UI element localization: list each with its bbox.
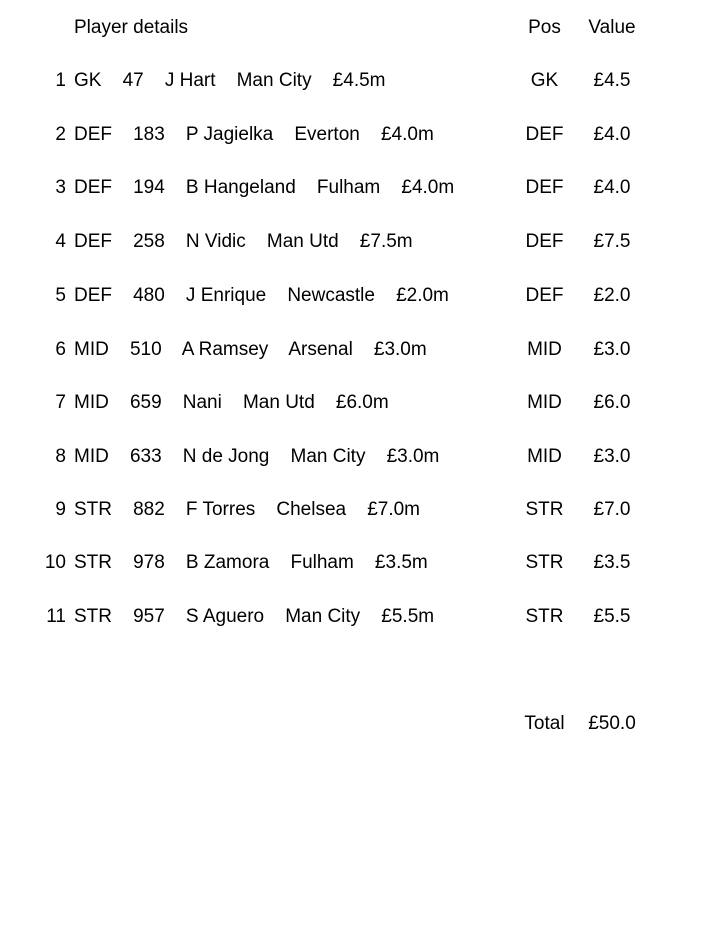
player-row — [0, 227, 728, 257]
player-value: £3.0 — [593, 446, 631, 467]
player-value: £3.5 — [593, 552, 631, 573]
row-number: 2 — [55, 124, 66, 145]
player-value: £4.0 — [593, 177, 631, 198]
player-position: DEF — [525, 285, 564, 306]
player-details: GK 47 J Hart Man City £4.5m — [74, 70, 386, 91]
row-number: 1 — [55, 70, 66, 91]
player-value: £5.5 — [593, 606, 631, 627]
player-position: STR — [525, 606, 564, 627]
player-details: MID 510 A Ramsey Arsenal £3.0m — [74, 339, 427, 360]
value-heading: Value — [588, 17, 636, 38]
player-row — [0, 602, 728, 632]
row-number: 7 — [55, 392, 66, 413]
pos-heading: Pos — [528, 17, 561, 38]
row-number: 6 — [55, 339, 66, 360]
player-row — [0, 388, 728, 418]
player-row — [0, 66, 728, 96]
player-row — [0, 281, 728, 311]
player-row — [0, 548, 728, 578]
row-number: 8 — [55, 446, 66, 467]
header-row — [0, 13, 728, 43]
player-details: MID 633 N de Jong Man City £3.0m — [74, 446, 440, 467]
player-details: STR 957 S Aguero Man City £5.5m — [74, 606, 435, 627]
player-details: DEF 194 B Hangeland Fulham £4.0m — [74, 177, 455, 198]
player-row — [0, 173, 728, 203]
player-position: DEF — [525, 124, 564, 145]
player-details: DEF 480 J Enrique Newcastle £2.0m — [74, 285, 449, 306]
player-position: MID — [527, 392, 562, 413]
row-number: 11 — [46, 606, 66, 627]
row-number: 3 — [55, 177, 66, 198]
player-position: DEF — [525, 231, 564, 252]
row-number: 5 — [55, 285, 66, 306]
player-row — [0, 495, 728, 525]
total-value: £50.0 — [588, 713, 636, 734]
row-number: 9 — [55, 499, 66, 520]
total-label: Total — [524, 713, 565, 734]
total-row — [0, 709, 728, 739]
row-number: 10 — [44, 552, 66, 573]
player-details: MID 659 Nani Man Utd £6.0m — [74, 392, 389, 413]
player-details-heading: Player details — [74, 17, 189, 38]
player-position: DEF — [525, 177, 564, 198]
player-position: MID — [527, 339, 562, 360]
player-position: MID — [527, 446, 562, 467]
player-row — [0, 442, 728, 472]
player-position: STR — [525, 552, 564, 573]
player-position: STR — [525, 499, 564, 520]
player-row — [0, 335, 728, 365]
player-position: GK — [530, 70, 559, 91]
player-value: £7.5 — [593, 231, 631, 252]
player-details: STR 882 F Torres Chelsea £7.0m — [74, 499, 421, 520]
player-details: DEF 258 N Vidic Man Utd £7.5m — [74, 231, 413, 252]
row-number: 4 — [55, 231, 66, 252]
player-row — [0, 120, 728, 150]
player-value: £3.0 — [593, 339, 631, 360]
player-value: £6.0 — [593, 392, 631, 413]
player-details: STR 978 B Zamora Fulham £3.5m — [74, 552, 428, 573]
player-value: £4.0 — [593, 124, 631, 145]
player-value: £7.0 — [593, 499, 631, 520]
player-value: £2.0 — [593, 285, 631, 306]
player-value: £4.5 — [593, 70, 631, 91]
player-details: DEF 183 P Jagielka Everton £4.0m — [74, 124, 434, 145]
